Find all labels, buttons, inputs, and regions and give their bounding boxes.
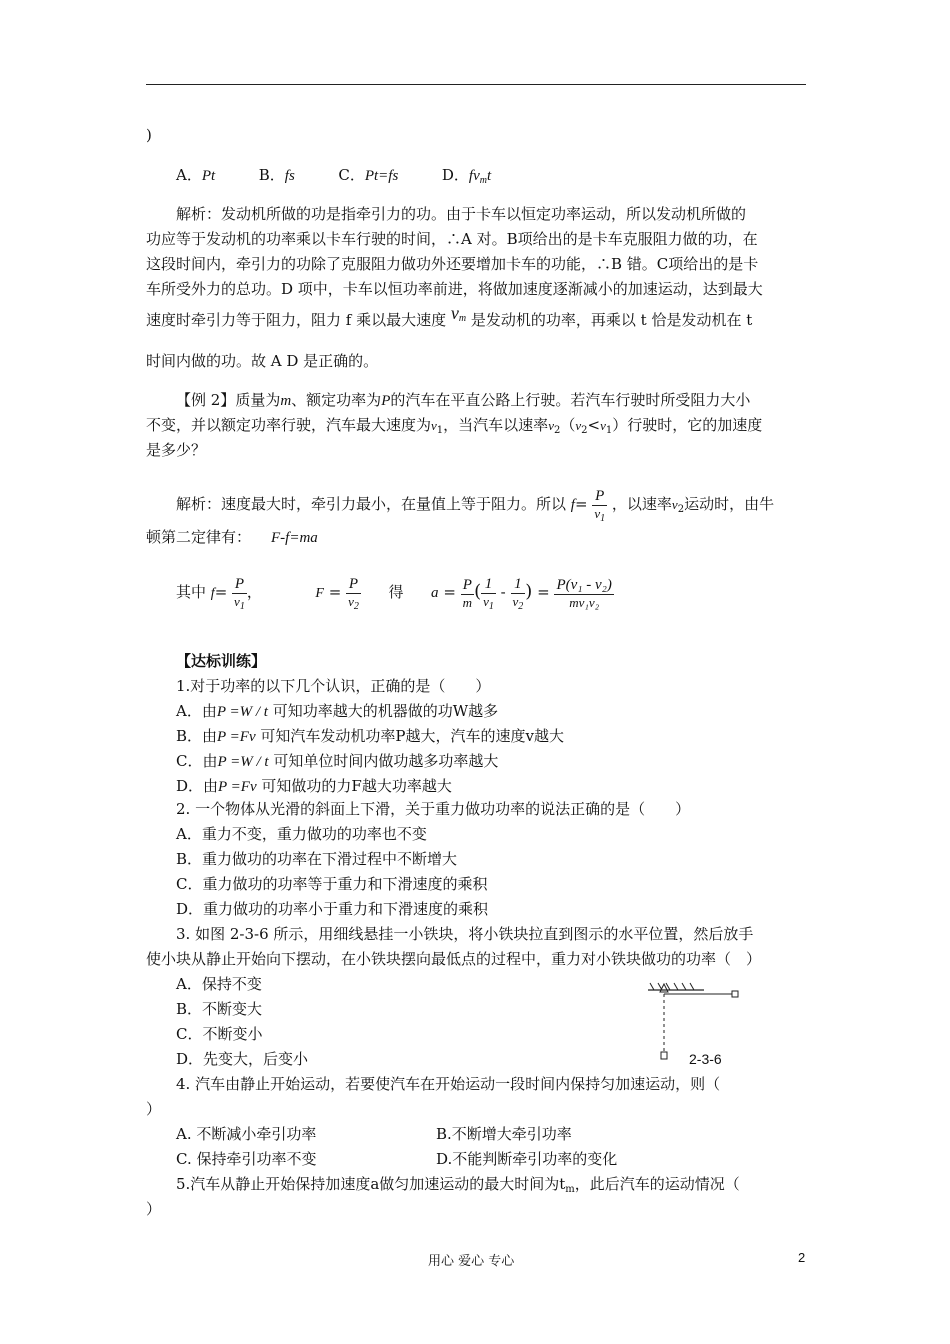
fraction-a: $\frac{P}{m}$ (462, 576, 473, 610)
q4-option-d: D.不能判断牵引功率的变化 (436, 1150, 618, 1168)
fraction-f: $\frac{P}{v_1}$ (234, 575, 245, 612)
q4-stem-line1: 4. 汽车由静止开始运动，若要使汽车在开始运动一段时间内保持匀加速运动，则（ (176, 1075, 721, 1093)
analysis1-line1: 解析：发动机所做的功是指牵引力的功。由于卡车以恒定功率运动，所以发动机所做的 (176, 205, 747, 223)
analysis1-line5: 速度时牵引力等于阻力，阻力 f 乘以最大速度 $v^m$ 是发动机的功率，再乘以 t 恰是发动机在 t (146, 303, 753, 329)
q4-stem-line2: ） (146, 1100, 162, 1118)
example2-line2: 不变，并以额定功率行驶，汽车最大速度为$v_1$，当汽车以速率$v_2(v_2<v_1)$行驶时，它的加速度 (146, 416, 763, 436)
q2-stem: 2. 一个物体从光滑的斜面上下滑，关于重力做功功率的说法正确的是（ ） (176, 800, 691, 818)
options-line: A．Pt B．fs C．Pt=fs D．$fv_mt$ (176, 166, 492, 186)
q3-option-c: C．不断变小 (176, 1025, 263, 1043)
option-a: Pt (201, 168, 216, 184)
header-rule (146, 84, 806, 85)
fraction-result: $\frac{\text{P(v₁ - v₂)}}{\text{mv₁v₂}}$ (556, 576, 612, 610)
q2-option-a: A．重力不变，重力做功的功率也不变 (176, 825, 427, 843)
section-title: 【达标训练】 (176, 652, 267, 670)
q2-option-c: C．重力做功的功率等于重力和下滑速度的乘积 (176, 875, 488, 893)
analysis2-line1: 解析：速度最大时，牵引力最小，在量值上等于阻力。所以 f= $\frac{P}{v_1}$ ，以速率$v_2$运动时，由牛 (176, 487, 775, 524)
q3-stem-line2: 使小块从静止开始向下摆动，在小铁块摆向最低点的过程中，重力对小铁块做功的功率（ ） (146, 950, 762, 968)
q3-stem-line1: 3. 如图 2-3-6 所示，用细线悬挂一小铁块，将小铁块拉直到图示的水平位置，然后放手 (176, 925, 754, 943)
fraction-1-v1: $\frac{1}{v_1}$ (483, 575, 494, 612)
q3-option-d: D．先变大，后变小 (176, 1050, 309, 1068)
page-number: 2 (798, 1250, 806, 1265)
continuation-paren: ) (146, 126, 152, 144)
q2-option-d: D．重力做功的功率小于重力和下滑速度的乘积 (176, 900, 489, 918)
q4-option-c: C. 保持牵引功率不变 (176, 1150, 317, 1168)
q1-option-a: A．由P =W / t 可知功率越大的机器做的功W越多 (176, 702, 499, 720)
q1-option-c: C．由P =W / t 可知单位时间内做功越多功率越大 (176, 752, 499, 770)
q3-option-a: A．保持不变 (176, 975, 262, 993)
example2-line3: 是多少？ (146, 441, 207, 459)
q4-option-b: B.不断增大牵引功率 (436, 1125, 572, 1143)
q5-stem-line1: 5.汽车从静止开始保持加速度a做匀加速运动的最大时间为$t_m$，此后汽车的运动情况（ (176, 1175, 740, 1195)
analysis1-line4: 车所受外力的总功。D 项中，卡车以恒功率前进，将做加速度逐渐减小的加速运动，达到最大 (146, 280, 763, 298)
analysis1-line2: 功应等于发动机的功率乘以卡车行驶的时间，∴A 对。B项给出的是卡车克服阻力做的功，在 (146, 230, 758, 248)
q4-option-a: A. 不断减小牵引功率 (176, 1125, 317, 1143)
analysis2-line2: 顿第二定律有： F-f=ma (146, 528, 318, 546)
analysis1-line3: 这段时间内，牵引力的功除了克服阻力做功外还要增加卡车的功能，∴B 错。C项给出的是卡 (146, 255, 759, 273)
q1-option-b: B．由P =Fv 可知汽车发动机功率P越大，汽车的速度v越大 (176, 727, 564, 745)
q2-option-b: B．重力做功的功率在下滑过程中不断增大 (176, 850, 458, 868)
q5-stem-line2: ） (146, 1200, 162, 1218)
fraction-1-v2: $\frac{1}{v_2}$ (512, 575, 524, 612)
formula-line: 其中 f= $\frac{P}{v_1}$ ， F = $\frac{P}{v_2}$ 得 a = $\frac{P}{m}$ ( $\frac{1}{v_1}$ - $\frac{1}{v_2}$ ) = $\frac{\text{P(v₁ - v₂)}}{\text{mv₁v₂}}$ (176, 575, 612, 612)
q3-option-b: B．不断变大 (176, 1000, 263, 1018)
q1-option-d: D．由P =Fv 可知做功的力F越大功率越大 (176, 777, 452, 795)
example2-line1: 【例 2】质量为m、额定功率为P的汽车在平直公路上行驶。若汽车行驶时所受阻力大小 (176, 391, 751, 409)
analysis1-line6: 时间内做的功。故 A D 是正确的。 (146, 352, 379, 370)
fraction-F: $\frac{P}{v_2}$ (348, 575, 359, 612)
option-b: fs (284, 168, 295, 184)
option-c: Pt=fs (364, 168, 399, 184)
figure-label: 2-3-6 (689, 1051, 722, 1067)
q1-stem: 1.对于功率的以下几个认识，正确的是（ ） (176, 677, 491, 695)
footer-slogan: 用心 爱心 专心 (428, 1254, 515, 1269)
fraction-p-over-v1: $\frac{P}{v_1}$ (594, 487, 606, 524)
option-d: $fv_mt$ (468, 168, 492, 186)
